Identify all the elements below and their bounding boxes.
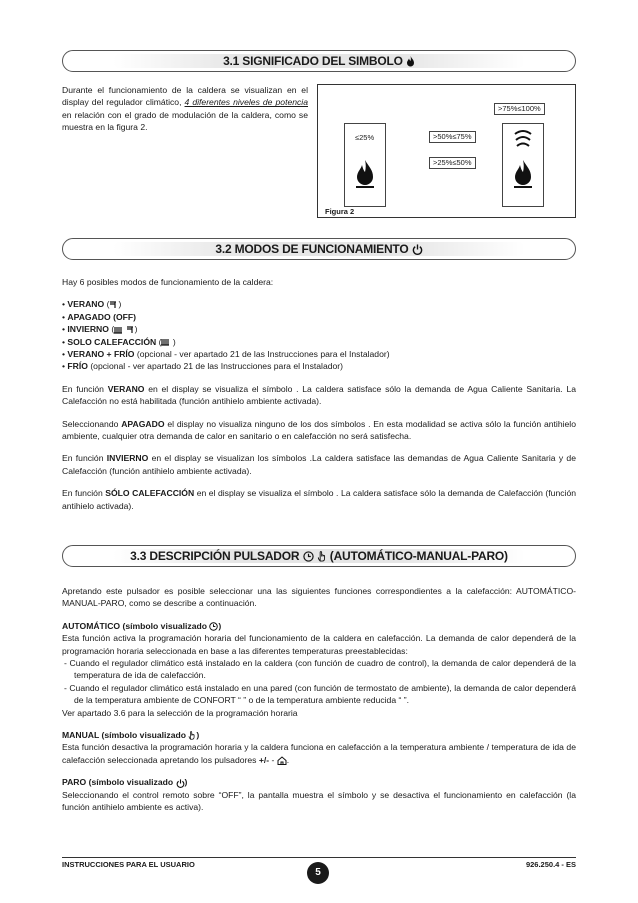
tap-icon [109,301,118,309]
section1-intro: Durante el funcionamiento de la caldera se visualizan en el display del regulador climático, 4 diferentes niveles de potencia en relación con el grado de modulación de la caldera, como se muestra en la figura 2. [62,85,308,133]
section-title-text: 3.2 MODOS DE FUNCIONAMIENTO [215,242,409,256]
section-header-3-2 [62,238,576,260]
summer-paragraph: En función VERANO en el display se visualiza el símbolo . La caldera satisface sólo la demanda de Agua Caliente Sanitaria. La Calefacción no está habilitada (función antihielo ambiente activada). [62,383,577,407]
winter-paragraph: En función INVIERNO en el display se visualizan los símbolos .La caldera satisface las demandas de Agua Caliente Sanitaria y de Calefacción (función antihielo ambiente activada). [62,453,576,476]
level-label-25: ≤25% [355,133,375,142]
figure-2 [317,84,576,218]
mode-list-item: • APAGADO (OFF) [62,311,136,322]
section-title-suffix: (AUTOMÁTICO-MANUAL-PARO) [329,549,508,563]
hand-icon [317,551,327,562]
paro-heading: PARO (símbolo visualizado ) [62,777,188,788]
section-title-3-2 [63,242,575,256]
mode-list-item: • VERANO ( ) [62,299,122,310]
modes-intro: Hay 6 posibles modos de funcionamiento de la caldera: [62,277,274,287]
flame-icon [406,56,415,67]
power-icon [176,779,185,788]
section-title-3-3 [63,549,575,563]
auto-description: Esta función activa la programación horaria del funcionamiento de la caldera en calefacción. La demanda de calor dependerá de la programación horaria seleccionada en base a las diferentes temperaturas preestablecidas: [62,633,576,656]
section-title-text: 3.3 DESCRIPCIÓN PULSADOR [130,549,300,563]
house-icon [277,756,287,765]
mode-list-item: • SOLO CALEFACCIÓN ( ) [62,336,176,347]
heating-only-paragraph: En función SÓLO CALEFACCIÓN en el display se visualiza el símbolo . La caldera satisface sólo la demanda de Calefacción (función antihielo activada). [62,488,577,511]
clock-icon [303,551,314,562]
tap-icon [126,326,135,334]
auto-list-item: - Cuando el regulador climático está instalado en la caldera (con función de cuadro de control), la demanda de calor dependerá de la temperatura de ida de calefacción. [64,658,576,681]
footer-doc-code: 926.250.4 - ES [525,860,576,869]
section2-body [62,276,576,512]
off-paragraph: Seleccionando APAGADO el display no visualiza ninguno de los dos símbolos . En esta modalidad se activa sólo la función antihielo ambiente, cualquier otra demanda de calor en sanitario o en calefacción no será satisfecha. [62,418,576,442]
footer-left-text: INSTRUCCIONES PARA EL USUARIO [62,860,195,869]
mode-list-item: • VERANO + FRÍO (opcional - ver apartado 21 de las Instrucciones para el Instalador) [62,349,390,360]
plus-minus-keys: +/- [258,754,270,765]
display-panel-high [502,123,544,207]
auto-heading: AUTOMÁTICO (símbolo visualizado ) [62,620,222,631]
radiator-icon [114,326,123,334]
heat-waves-icon [513,129,533,151]
radiator-icon [161,338,170,346]
level-label-50: >25%≤50% [429,157,476,169]
section-title-text: 3.1 SIGNIFICADO DEL SIMBOLO [223,54,403,68]
section3-body [62,585,576,814]
mode-list-item: • FRÍO (opcional - ver apartado 21 de las Instrucciones para el Instalador) [62,361,344,372]
paro-description: Seleccionando el control remoto sobre “OFF”, la pantalla muestra el símbolo y se desactiva el funcionamiento en calefacción (la función antihielo ambiente es activa). [62,789,576,813]
mode-list-item: • INVIERNO ( ) [62,324,138,335]
manual-description: Esta función desactiva la programación horaria y la caldera funciona en calefacción a la temperatura ambiente / temperatura de ida de calefacción seleccionada apretando los pulsadores +/- - . [62,742,576,765]
display-panel-low [344,123,386,207]
flame-icon [513,160,533,188]
flame-icon [355,160,375,188]
level-label-100: >75%≤100% [494,103,545,115]
manual-heading: MANUAL (símbolo visualizado ) [62,730,200,741]
power-levels-link: 4 diferentes niveles de potencia [184,97,308,108]
level-label-75: >50%≤75% [429,131,476,143]
section-title-3-1 [63,54,575,68]
section-header-3-3 [62,545,576,567]
auto-reference: Ver apartado 3.6 para la selección de la programación horaria [62,707,298,718]
button-intro: Apretando este pulsador es posible seleccionar una las siguientes funciones correspondientes a la calefacción: AUTOMÁTICO-MANUAL-PARO, como se describe a continuación. [62,586,576,609]
power-icon [412,244,423,255]
page-number: 5 [307,862,329,884]
footer-divider [62,857,576,858]
auto-list-item: - Cuando el regulador climático está instalado en una pared (con función de termostato de ambiente), la demanda de calor dependerá de la temperatura ambiente de CONFORT “ ” o de la temperatura ambiente reducida “ ”. [64,682,577,706]
section-header-3-1 [62,50,576,72]
figure-caption: Figura 2 [325,207,355,216]
